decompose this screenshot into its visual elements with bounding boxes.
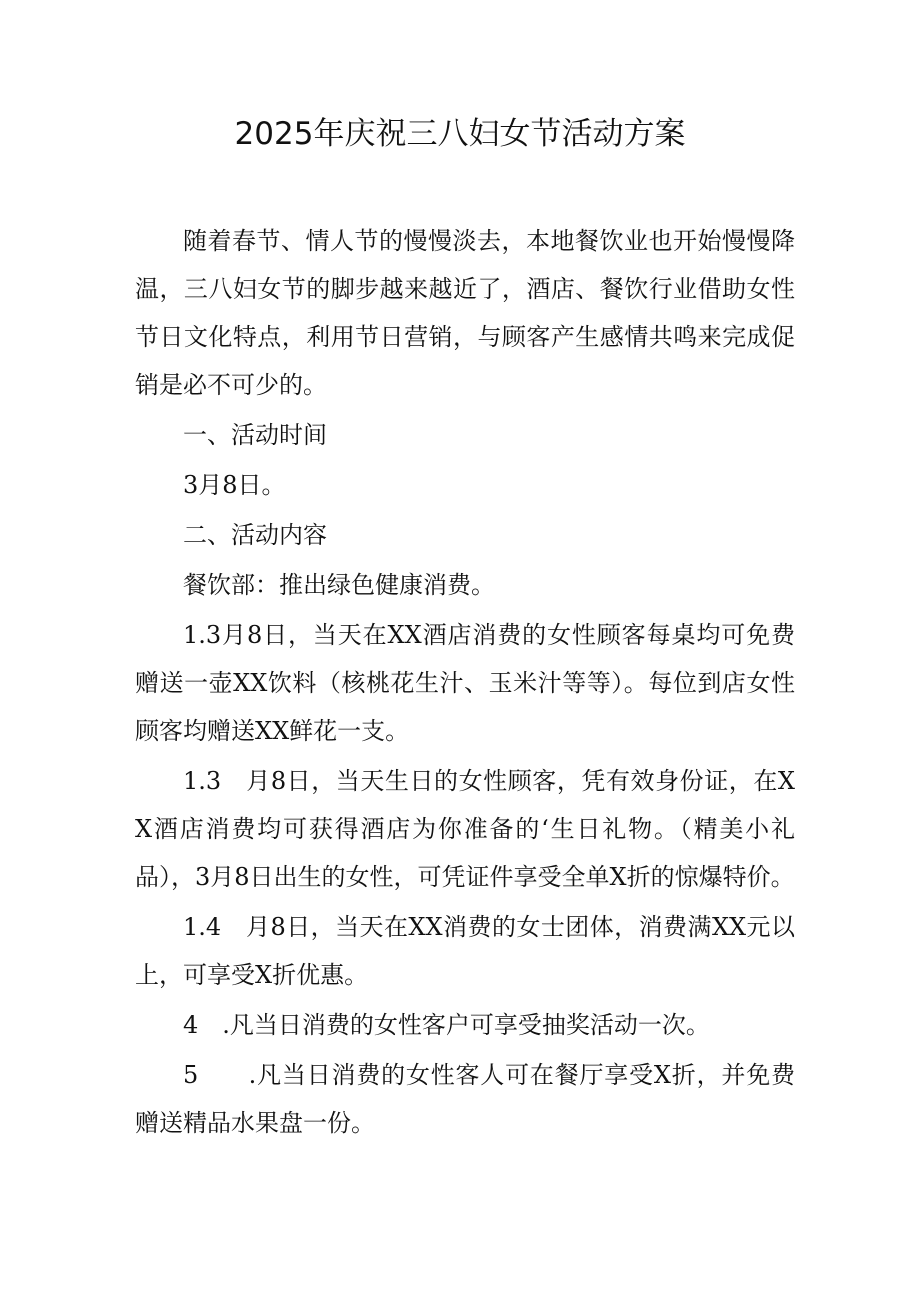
item-paragraph-3: 1.4 月8日，当天在XX消费的女士团体，消费满XX元以上，可享受X折优惠。 (135, 913, 795, 989)
item-paragraph-5: 5 .凡当日消费的女性客人可在餐厅享受X折，并免费赠送精品水果盘一份。 (135, 1061, 795, 1137)
dining-department-line: 餐饮部：推出绿色健康消费。 (183, 571, 495, 599)
intro-paragraph: 随着春节、情人节的慢慢淡去，本地餐饮业也开始慢慢降温，三八妇女节的脚步越来越近了，酒店、餐饮行业借助女性节日文化特点，利用节日营销，与顾客产生感情共鸣来完成促销是必不可少的。 (135, 227, 795, 399)
document-body (135, 217, 795, 1149)
section-heading-time: 一、活动时间 (183, 421, 327, 449)
activity-date: 3月8日。 (183, 471, 286, 499)
item-paragraph-2: 1.3 月8日，当天生日的女性顾客，凭有效身份证，在XX酒店消费均可获得酒店为你准备的‘生日礼物。（精美小礼品），3月8日出生的女性，可凭证件享受全单X折的惊爆特价。 (135, 767, 795, 891)
item-paragraph-1: 1.3月8日，当天在XX酒店消费的女性顾客每桌均可免费赠送一壶XX饮料（核桃花生汁、玉米汁等等）。每位到店女性顾客均赠送XX鲜花一支。 (135, 621, 795, 745)
section-heading-content: 二、活动内容 (183, 521, 327, 549)
item-paragraph-4: 4 .凡当日消费的女性客户可享受抽奖活动一次。 (183, 1011, 710, 1039)
document-title: 2025年庆祝三八妇女节活动方案 (234, 116, 686, 152)
